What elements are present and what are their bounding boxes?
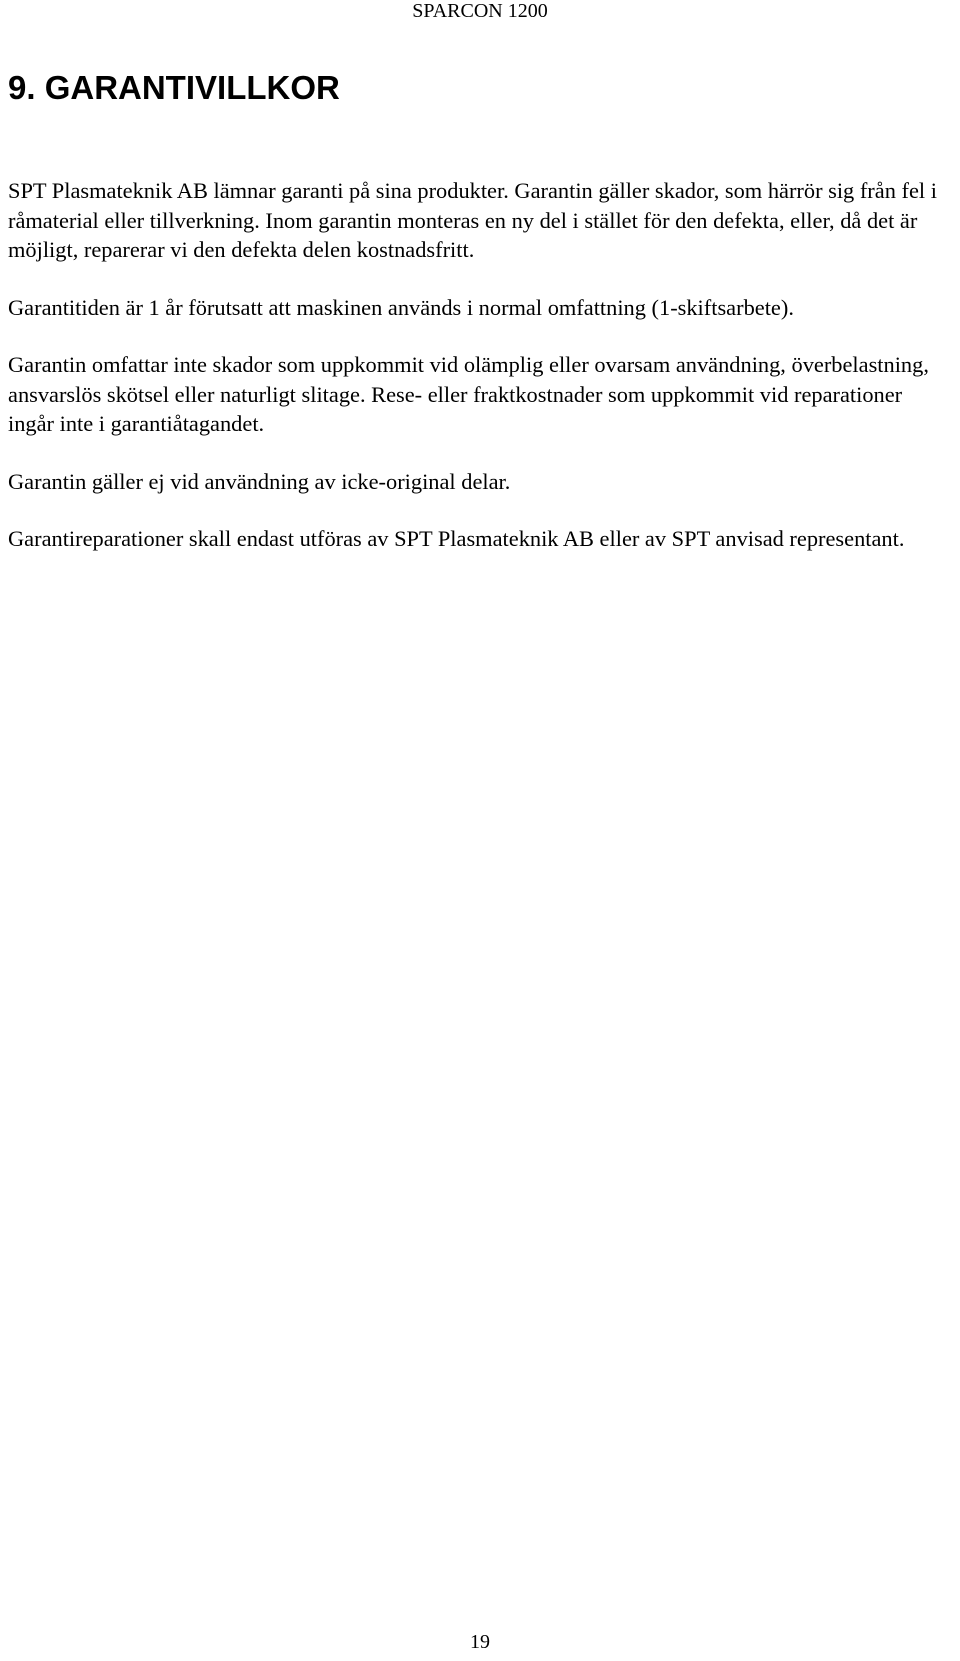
paragraph-warranty-scope: SPT Plasmateknik AB lämnar garanti på sina produkter. Garantin gäller skador, som härrör sig från fel i råmaterial eller tillverkning. Inom garantin monteras en ny del i stället för den defekta, eller, då det är möjligt, reparerar vi den defekta delen kostnadsfritt.: [8, 178, 937, 262]
paragraph-warranty-exclusions: Garantin omfattar inte skador som uppkommit vid olämplig eller ovarsam användning, överbelastning, ansvarslös skötsel eller naturligt slitage. Rese- eller fraktkostnader som uppkommit vid reparationer ingår inte i garantiåtagandet.: [8, 352, 929, 436]
running-header: SPARCON 1200: [412, 0, 548, 22]
page-number: 19: [470, 1631, 490, 1653]
warranty-body: [8, 176, 952, 582]
section-title: 9. GARANTIVILLKOR: [8, 69, 340, 106]
paragraph-warranty-period: Garantitiden är 1 år förutsatt att maskinen används i normal omfattning (1-skiftsarbete).: [8, 294, 794, 320]
paragraph-original-parts: Garantin gäller ej vid användning av icke-original delar.: [8, 468, 511, 494]
paragraph-authorized-repairs: Garantireparationer skall endast utföras av SPT Plasmateknik AB eller av SPT anvisad representant.: [8, 526, 905, 551]
